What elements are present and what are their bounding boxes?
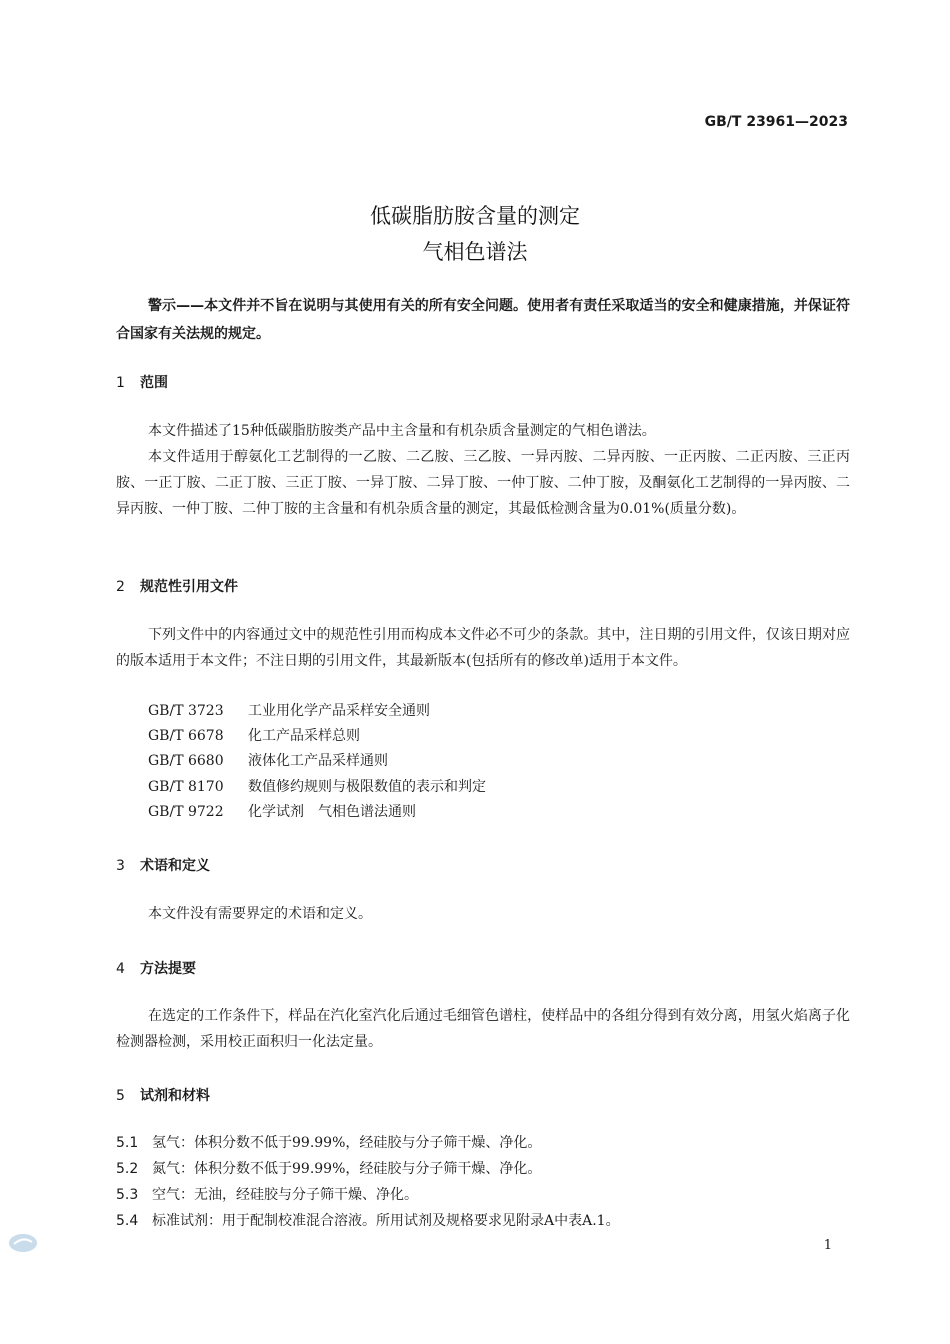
section-5-heading bbox=[116, 1085, 210, 1105]
section-3-paragraph-1: 本文件没有需要界定的术语和定义。 bbox=[148, 906, 372, 922]
reference-title: 化工产品采样总则 bbox=[248, 728, 360, 744]
section-2-paragraph-1: 下列文件中的内容通过文中的规范性引用而构成本文件必不可少的条款。其中，注日期的引用文件，仅该日期对应的版本适用于本文件；不注日期的引用文件，其最新版本(包括所有的修改单)适用于本文件。 bbox=[116, 627, 850, 669]
section-title: 范围 bbox=[140, 375, 168, 391]
subclause-item bbox=[116, 1208, 620, 1234]
section-1-paragraph-2: 本文件适用于醇氨化工艺制得的一乙胺、二乙胺、三乙胺、一异丙胺、二异丙胺、一正丙胺、二正丙胺、三正丙胺、一正丁胺、二正丁胺、三正丁胺、一异丁胺、二异丁胺、一仲丁胺、二仲丁胺，及酮氨化工艺制得的一异丙胺、二异丙胺、一仲丁胺、二仲丁胺的主含量和有机杂质含量的测定，其最低检测含量为0.01%(质量分数)。 bbox=[116, 449, 850, 517]
section-2-heading bbox=[116, 576, 238, 596]
reference-code: GB/T 6678 bbox=[148, 728, 224, 744]
reference-item bbox=[148, 698, 430, 724]
subclause-item bbox=[116, 1130, 541, 1156]
reference-code: GB/T 8170 bbox=[148, 779, 224, 795]
section-number: 2 bbox=[116, 579, 125, 595]
reference-title: 工业用化学产品采样安全通则 bbox=[248, 703, 430, 719]
reference-title: 化学试剂 气相色谱法通则 bbox=[248, 804, 416, 820]
subclause-number: 5.4 bbox=[116, 1213, 139, 1229]
section-number: 1 bbox=[116, 375, 125, 391]
reference-code: GB/T 9722 bbox=[148, 804, 224, 820]
document-title: 低碳脂肪胺含量的测定 bbox=[370, 204, 580, 228]
section-4-paragraph-1: 在选定的工作条件下，样品在汽化室汽化后通过毛细管色谱柱，使样品中的各组分得到有效分离，用氢火焰离子化检测器检测，采用校正面积归一化法定量。 bbox=[116, 1008, 850, 1050]
subclause-item bbox=[116, 1156, 541, 1182]
safety-warning: 警示——本文件并不旨在说明与其使用有关的所有安全问题。使用者有责任采取适当的安全和健康措施，并保证符合国家有关法规的规定。 bbox=[116, 298, 850, 342]
subclause-item bbox=[116, 1182, 418, 1208]
section-title: 术语和定义 bbox=[140, 858, 210, 874]
section-number: 3 bbox=[116, 858, 125, 874]
subclause-text: 标准试剂：用于配制校准混合溶液。所用试剂及规格要求见附录A中表A.1。 bbox=[152, 1213, 620, 1229]
subclause-number: 5.3 bbox=[116, 1187, 139, 1203]
page-number: 1 bbox=[823, 1238, 832, 1253]
reference-title: 液体化工产品采样通则 bbox=[248, 753, 388, 769]
document-subtitle: 气相色谱法 bbox=[422, 240, 528, 264]
section-4-heading bbox=[116, 958, 196, 978]
section-3-heading bbox=[116, 855, 210, 875]
reference-item bbox=[148, 748, 388, 774]
section-title: 规范性引用文件 bbox=[140, 579, 238, 595]
standard-number: GB/T 23961—2023 bbox=[704, 114, 848, 130]
reference-code: GB/T 3723 bbox=[148, 703, 224, 719]
subclause-text: 氢气：体积分数不低于99.99%，经硅胶与分子筛干燥、净化。 bbox=[152, 1135, 542, 1151]
section-number: 5 bbox=[116, 1088, 125, 1104]
section-1-heading bbox=[116, 372, 168, 392]
reference-code: GB/T 6680 bbox=[148, 753, 224, 769]
publisher-logo-icon bbox=[8, 1232, 38, 1254]
section-number: 4 bbox=[116, 961, 125, 977]
reference-item bbox=[148, 799, 416, 825]
section-title: 方法提要 bbox=[140, 961, 196, 977]
reference-item bbox=[148, 723, 360, 749]
section-title: 试剂和材料 bbox=[140, 1088, 210, 1104]
subclause-number: 5.2 bbox=[116, 1161, 139, 1177]
reference-item bbox=[148, 774, 486, 800]
subclause-text: 空气：无油，经硅胶与分子筛干燥、净化。 bbox=[152, 1187, 418, 1203]
subclause-number: 5.1 bbox=[116, 1135, 139, 1151]
reference-title: 数值修约规则与极限数值的表示和判定 bbox=[248, 779, 486, 795]
subclause-text: 氮气：体积分数不低于99.99%，经硅胶与分子筛干燥、净化。 bbox=[152, 1161, 542, 1177]
section-1-paragraph-1: 本文件描述了15种低碳脂肪胺类产品中主含量和有机杂质含量测定的气相色谱法。 bbox=[148, 423, 656, 439]
